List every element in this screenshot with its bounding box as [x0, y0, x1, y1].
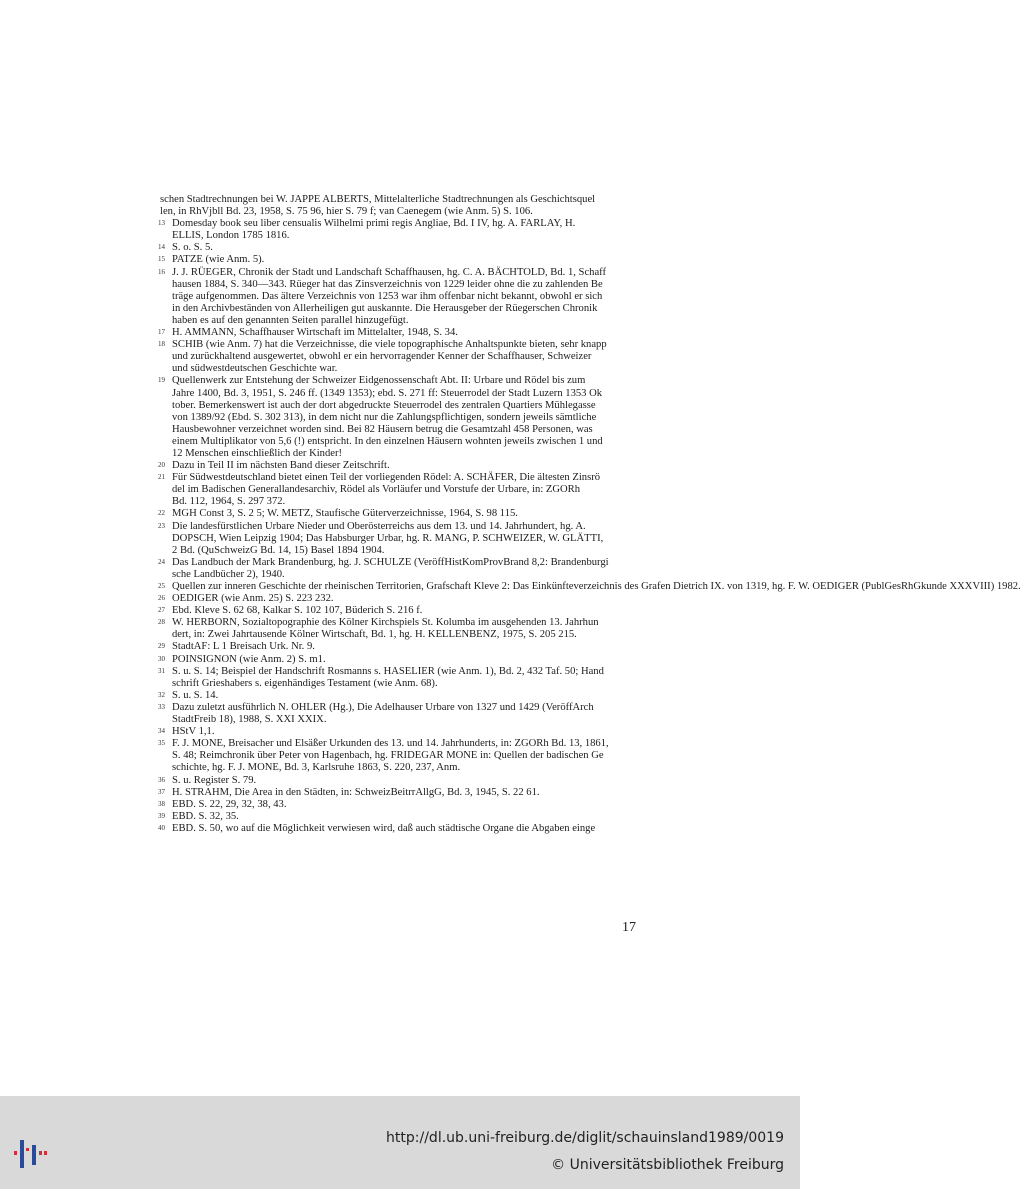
footnote-line [160, 641, 640, 653]
footnote-text: DOPSCH, Wien Leipzig 1904; Das Habsburger Urbar, hg. R. MANG, P. SCHWEIZER, W. GLÄTTI, [172, 532, 604, 544]
footnote-text: Das Landbuch der Mark Brandenburg, hg. J. SCHULZE (VeröffHistKomProvBrand 8,2: Brandenburgi [172, 556, 609, 568]
footnote-text: und südwestdeutschen Geschichte war. [172, 363, 338, 375]
footnote-text: 2 Bd. (QuSchweizG Bd. 14, 15) Basel 1894 1904. [172, 544, 385, 556]
footnote-number: 37 [158, 787, 165, 796]
footnote-text: OEDIGER (wie Anm. 25) S. 223 232. [172, 593, 334, 605]
footnote-text: tober. Bemerkenswert ist auch der dort abgedruckte Steuerrodel des zentralen Quartiers Mühlegasse [172, 399, 596, 411]
footnote-text: F. J. MONE, Breisacher und Elsäßer Urkunden des 13. und 14. Jahrhunderts, in: ZGORh Bd. 13, 1861, [172, 738, 609, 750]
footnote-line [160, 545, 640, 557]
footnote-text: schrift Grieshabers s. eigenhändiges Testament (wie Anm. 68). [172, 677, 438, 689]
footnote-number: 22 [158, 509, 165, 518]
footnote-text: haben es auf den genannten Seiten parallel hinzugefügt. [172, 314, 409, 326]
footnote-line [160, 787, 640, 799]
footnote-text: EBD. S. 32, 35. [172, 810, 239, 822]
footnote-text: Jahre 1400, Bd. 3, 1951, S. 246 ff. (1349 1353); ebd. S. 271 ff: Steuerrodel der Stadt Luzern 1353 Ok [172, 387, 603, 399]
footnote-number: 24 [158, 557, 165, 566]
footnote-number: 23 [158, 521, 165, 530]
footnote-text: EBD. S. 50, wo auf die Möglichkeit verwiesen wird, daß auch städtische Organe die Abgaben einge [172, 822, 596, 834]
footnote-line [160, 666, 640, 678]
footnote-number: 21 [158, 473, 165, 482]
footnote-number: 17 [158, 328, 165, 337]
footnote-number: 14 [158, 243, 165, 252]
viewer-footer [0, 1096, 800, 1189]
footnote-text: Dazu zuletzt ausführlich N. OHLER (Hg.), Die Adelhauser Urbare von 1327 und 1429 (VeröffArch [172, 701, 594, 713]
footnote-line [160, 339, 640, 351]
footnote-number: 29 [158, 642, 165, 651]
footnote-line [160, 569, 640, 581]
footnote-line [160, 472, 640, 484]
footnote-number: 28 [158, 618, 165, 627]
footnote-line [160, 823, 640, 835]
footnote-line [160, 799, 640, 811]
footnote-number: 40 [158, 823, 165, 832]
footnote-line [160, 424, 640, 436]
footnote-text: Die landesfürstlichen Urbare Nieder und Oberösterreichs aus dem 13. und 14. Jahrhundert, hg. A. [172, 520, 586, 532]
footnote-number: 27 [158, 606, 165, 615]
footnote-text: S. u. Register S. 79. [172, 774, 257, 786]
footnote-line [158, 581, 1021, 593]
footnote-number: 31 [158, 666, 165, 675]
footnote-text: träge aufgenommen. Das ältere Verzeichnis von 1253 war ihm offenbar nicht bekannt, obwohl er sich [172, 290, 603, 302]
footnote-line [160, 593, 640, 605]
footnote-line [160, 448, 640, 460]
footnote-text: schen Stadtrechnungen bei W. JAPPE ALBERTS, Mittelalterliche Stadtrechnungen als Geschichtsquel [160, 194, 596, 205]
footnote-line [160, 738, 640, 750]
footnote-text: MGH Const 3, S. 2 5; W. METZ, Staufische Güterverzeichnisse, 1964, S. 98 115. [172, 508, 518, 520]
footnote-line [160, 629, 640, 641]
footnote-line [160, 605, 640, 617]
footnote-text: H. STRAHM, Die Area in den Städten, in: SchweizBeitrrAllgG, Bd. 3, 1945, S. 22 61. [172, 786, 540, 798]
footnote-line [160, 690, 640, 702]
footnotes-block [158, 194, 1021, 835]
footnote-text: dert, in: Zwei Jahrtausende Kölner Wirtschaft, Bd. 1, hg. H. KELLENBENZ, 1975, S. 205 215. [172, 629, 577, 641]
footnote-line [160, 508, 640, 520]
footnote-text: Hausbewohner verzeichnet worden sind. Bei 82 Häusern betrug die Gesamtzahl 458 Personen, was [172, 423, 593, 435]
footnote-text: S. u. S. 14. [172, 689, 219, 701]
footnote-text: S. 48; Reimchronik über Peter von Hagenbach, hg. FRIDEGAR MONE in: Quellen der badischen Ge [172, 750, 604, 762]
footnote-number: 36 [158, 775, 165, 784]
footnote-line [160, 557, 640, 569]
footnote-text: hausen 1884, S. 340—343. Rüeger hat das Zinsverzeichnis von 1229 leider ohne die zu zahlenden Be [172, 278, 603, 290]
footnote-number: 15 [158, 255, 165, 264]
footnote-text: 12 Menschen einschließlich der Kinder! [172, 447, 343, 459]
footnote-text: HStV 1,1. [172, 726, 215, 738]
footnote-text: POINSIGNON (wie Anm. 2) S. m1. [172, 653, 326, 665]
footnote-text: W. HERBORN, Sozialtopographie des Kölner Kirchspiels St. Kolumba im ausgehenden 13. Jahrhun [172, 617, 599, 629]
footnote-text: sche Landbücher 2), 1940. [172, 568, 285, 580]
footnote-line [160, 388, 640, 400]
footnote-number: 38 [158, 799, 165, 808]
footnote-line [160, 460, 640, 472]
page-number: 17 [622, 920, 636, 935]
footnote-number: 16 [158, 267, 165, 276]
footnote-number: 13 [158, 219, 165, 228]
footnote-line [160, 230, 640, 242]
footnote-text: Domesday book seu liber censualis Wilhelmi primi regis Angliae, Bd. I IV, hg. A. FARLAY, H. [172, 218, 576, 230]
footnote-text: Bd. 112, 1964, S. 297 372. [172, 496, 286, 508]
footnote-text: in den Archivbeständen von Allerheiligen gut auskannte. Die Herausgeber der Rüegerschen Chronik [172, 302, 598, 314]
footnote-line [160, 496, 640, 508]
footnote-text: ELLIS, London 1785 1816. [172, 230, 290, 242]
footnote-line [160, 363, 640, 375]
footnote-line [160, 654, 640, 666]
footnote-number: 19 [158, 376, 165, 385]
footnote-text: StadtAF: L 1 Breisach Urk. Nr. 9. [172, 641, 315, 653]
footnote-line [160, 533, 640, 545]
library-logo-icon[interactable] [12, 1136, 52, 1172]
footnote-line [160, 194, 640, 206]
footnote-text: J. J. RÜEGER, Chronik der Stadt und Landschaft Schaffhausen, hg. C. A. BÄCHTOLD, Bd. 1, Schaff [172, 266, 607, 278]
footnote-line [160, 762, 640, 774]
footnote-line [160, 351, 640, 363]
footnote-line [160, 303, 640, 315]
footnote-number: 18 [158, 340, 165, 349]
footnote-text: Dazu in Teil II im nächsten Band dieser Zeitschrift. [172, 460, 390, 472]
footnote-number: 32 [158, 690, 165, 699]
footnote-line [160, 750, 640, 762]
footnote-line [160, 412, 640, 424]
footnote-text: del im Badischen Generallandesarchiv, Rödel als Vorläufer und Vorstufe der Urbare, in: ZGORh [172, 484, 581, 496]
footnote-line [160, 327, 640, 339]
footnote-line [160, 521, 640, 533]
footnote-text: SCHIB (wie Anm. 7) hat die Verzeichnisse, die viele topographische Anhaltspunkte bieten, sehr knapp [172, 339, 607, 351]
copyright-notice: © Universitätsbibliothek Freiburg [551, 1157, 784, 1173]
footnote-text: Ebd. Kleve S. 62 68, Kalkar S. 102 107, Büderich S. 216 f. [172, 605, 423, 617]
footnote-line [160, 315, 640, 327]
footnote-line [160, 702, 640, 714]
footnote-line [160, 218, 640, 230]
footnote-line [160, 375, 640, 387]
footnote-line [160, 811, 640, 823]
footnote-line [160, 206, 640, 218]
footnote-text: einem Multiplikator von 5,6 (!) entspricht. In den einzelnen Häusern wohnten jeweils zwischen 1 und [172, 435, 603, 447]
footnote-number: 33 [158, 702, 165, 711]
footnote-number: 30 [158, 654, 165, 663]
footnote-number: 39 [158, 811, 165, 820]
footnote-line [160, 291, 640, 303]
footnote-text: S. u. S. 14; Beispiel der Handschrift Rosmanns s. HASELIER (wie Anm. 1), Bd. 2, 432 Taf. 50; Hand [172, 665, 604, 677]
footnote-number: 34 [158, 727, 165, 736]
footnote-text: Quellenwerk zur Entstehung der Schweizer Eidgenossenschaft Abt. II: Urbare und Rödel bis zum [172, 375, 586, 387]
footnote-line [160, 775, 640, 787]
footnote-line [160, 267, 640, 279]
footnote-text: und zurückhaltend ausgewertet, obwohl er ein hervorragender Kenner der Schaffhauser, Schweizer [172, 351, 592, 363]
footnote-text: H. AMMANN, Schaffhauser Wirtschaft im Mittelalter, 1948, S. 34. [172, 327, 458, 339]
footnote-number: 35 [158, 739, 165, 748]
footnote-text: StadtFreib 18), 1988, S. XXI XXIX. [172, 714, 327, 726]
footnote-number: 25 [158, 582, 165, 590]
footnote-text: S. o. S. 5. [172, 242, 213, 254]
footnote-line [160, 726, 640, 738]
permalink-url[interactable]: http://dl.ub.uni-freiburg.de/diglit/schauinsland1989/0019 [386, 1130, 784, 1146]
footnote-line [160, 678, 640, 690]
footnote-line [160, 254, 640, 266]
footnote-line [160, 484, 640, 496]
footnote-text: EBD. S. 22, 29, 32, 38, 43. [172, 798, 287, 810]
footnote-number: 26 [158, 594, 165, 603]
footnote-text: von 1389/92 (Ebd. S. 302 313), in dem nicht nur die Zahlungspflichtigen, sondern jeweils sämtliche [172, 411, 597, 423]
footnote-number: 20 [158, 461, 165, 470]
footnote-line [160, 242, 640, 254]
footnote-text: PATZE (wie Anm. 5). [172, 254, 265, 266]
footnote-text: Quellen zur inneren Geschichte der rheinischen Territorien, Grafschaft Kleve 2: Das Einkünfteverzeichnis des Grafen Dietrich IX. von 1319, hg. F. W. OEDIGER (PublGesRhGkunde XXXVIII) 1982. [172, 581, 1021, 592]
footnote-text: len, in RhVjbll Bd. 23, 1958, S. 75 96, hier S. 79 f; van Caenegem (wie Anm. 5) S. 106. [160, 206, 533, 218]
footnote-text: schichte, hg. F. J. MONE, Bd. 3, Karlsruhe 1863, S. 220, 237, Anm. [172, 762, 461, 774]
footnote-line [160, 714, 640, 726]
footnote-line [160, 279, 640, 291]
footnote-line [160, 436, 640, 448]
footnote-line [160, 617, 640, 629]
footnote-line [160, 400, 640, 412]
footnote-text: Für Südwestdeutschland bietet einen Teil der vorliegenden Rödel: A. SCHÄFER, Die ältesten Zinsrö [172, 472, 601, 484]
